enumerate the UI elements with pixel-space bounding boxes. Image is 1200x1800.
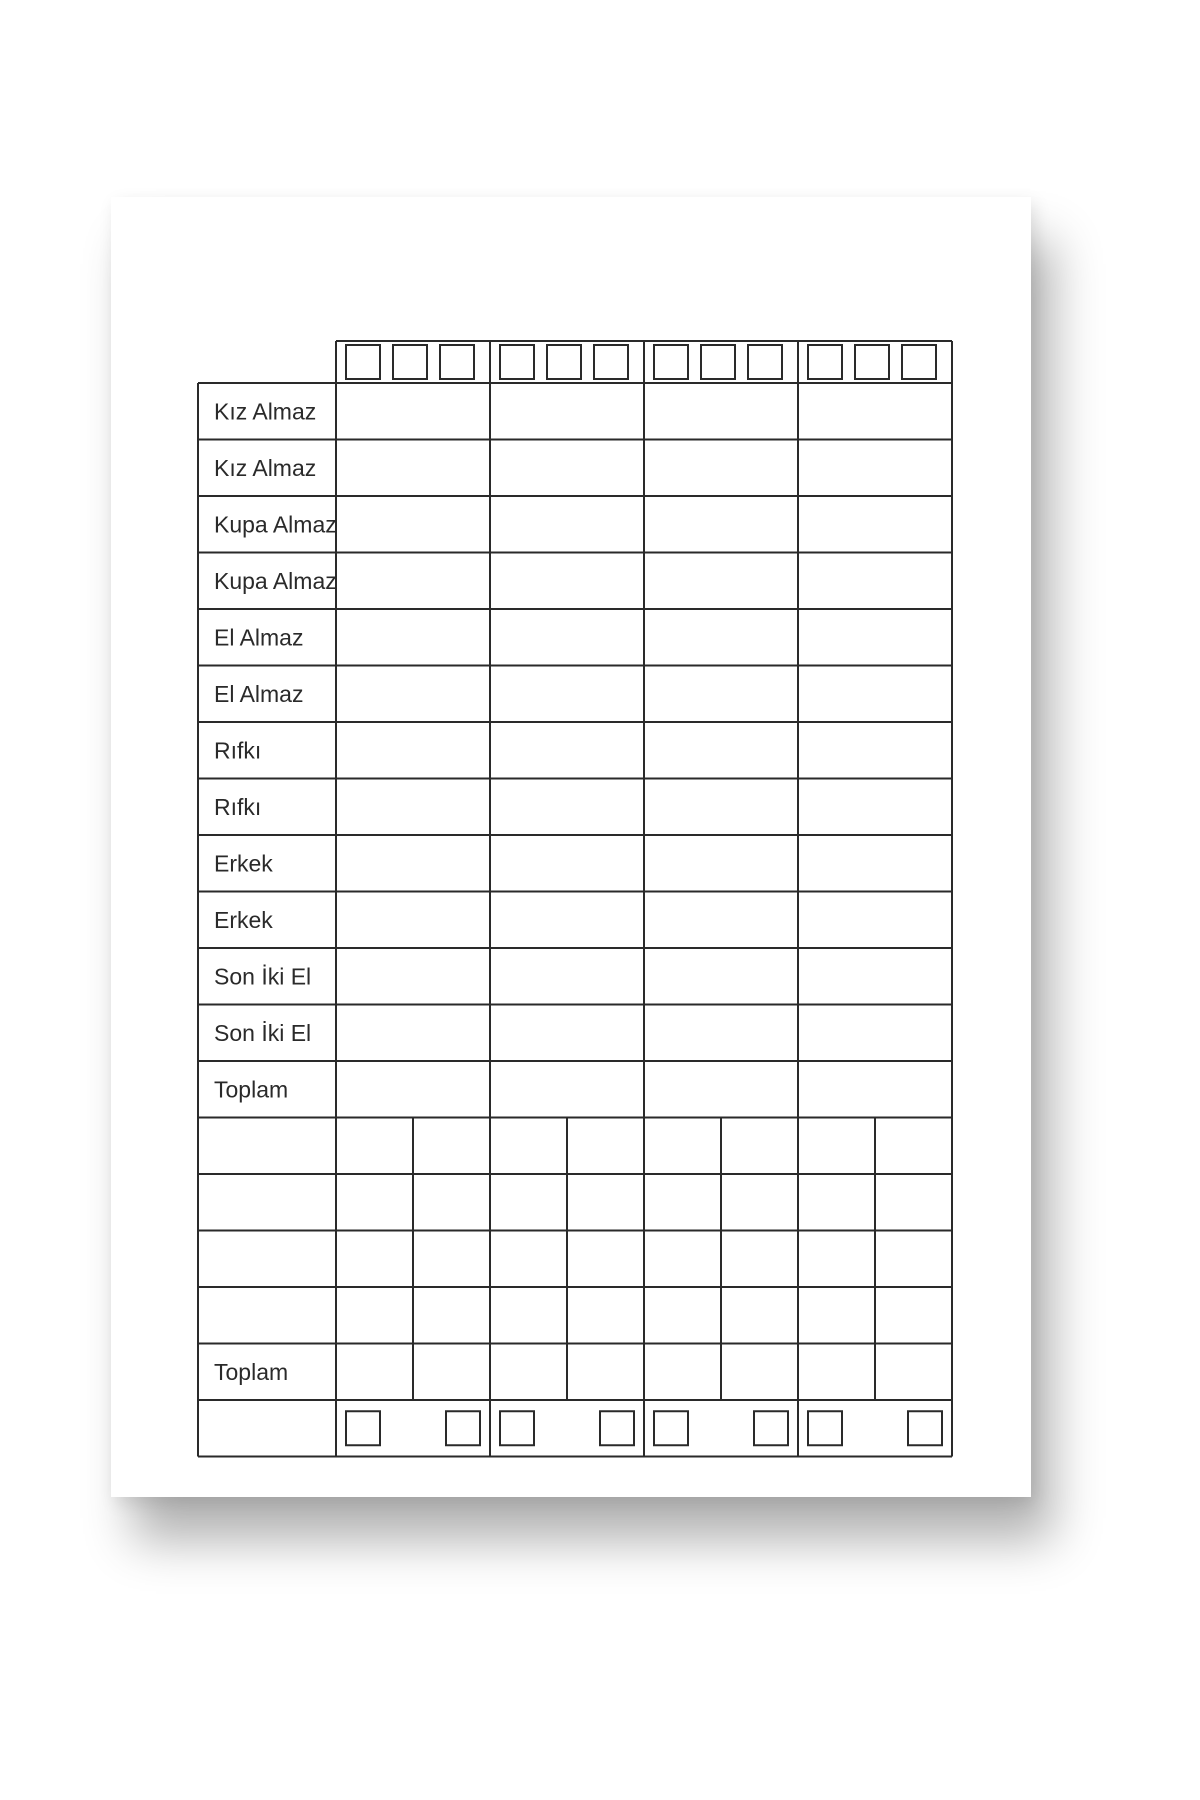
- header-checkbox[interactable]: [808, 345, 842, 379]
- row-label: Kız Almaz: [214, 398, 317, 425]
- footer-checkbox[interactable]: [808, 1411, 842, 1445]
- header-checkbox[interactable]: [902, 345, 936, 379]
- header-checkbox[interactable]: [346, 345, 380, 379]
- row-label: Erkek: [214, 906, 273, 933]
- row-label: El Almaz: [214, 680, 304, 707]
- row-label: Kız Almaz: [214, 454, 317, 481]
- header-checkbox[interactable]: [500, 345, 534, 379]
- header-checkbox[interactable]: [393, 345, 427, 379]
- footer-checkbox[interactable]: [346, 1411, 380, 1445]
- row-label: Toplam: [214, 1358, 289, 1385]
- row-label: Son İki El: [214, 963, 312, 990]
- row-label: El Almaz: [214, 624, 304, 651]
- footer-checkbox[interactable]: [600, 1411, 634, 1445]
- footer-checkbox[interactable]: [446, 1411, 480, 1445]
- header-checkbox[interactable]: [594, 345, 628, 379]
- row-label: Toplam: [214, 1076, 289, 1103]
- footer-checkbox[interactable]: [754, 1411, 788, 1445]
- header-checkbox[interactable]: [440, 345, 474, 379]
- header-checkbox[interactable]: [654, 345, 688, 379]
- footer-checkbox[interactable]: [500, 1411, 534, 1445]
- footer-checkbox[interactable]: [908, 1411, 942, 1445]
- row-label: Son İki El: [214, 1019, 312, 1046]
- row-label: Kupa Almaz: [214, 511, 337, 538]
- header-checkbox[interactable]: [547, 345, 581, 379]
- row-label: Rıfkı: [214, 737, 262, 764]
- row-label: Rıfkı: [214, 793, 262, 820]
- header-checkbox[interactable]: [748, 345, 782, 379]
- header-checkbox[interactable]: [855, 345, 889, 379]
- header-checkbox[interactable]: [701, 345, 735, 379]
- row-label: Kupa Almaz: [214, 567, 337, 594]
- footer-checkbox[interactable]: [654, 1411, 688, 1445]
- row-label: Erkek: [214, 850, 273, 877]
